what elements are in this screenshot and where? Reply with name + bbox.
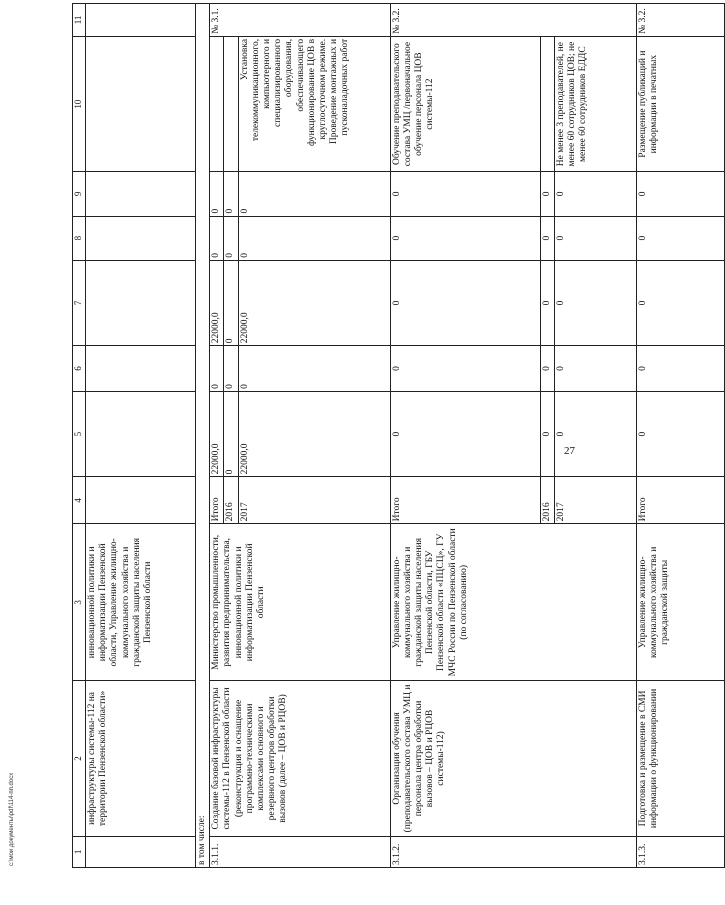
value-cell: 0 <box>390 260 540 346</box>
indicator-cell: Размещение публикаций и информации в печатных <box>636 36 724 171</box>
reference-cell: № 3.2. <box>636 4 724 37</box>
measure-name: Создание базовой инфраструктуры системы-112 в Пензенской области (реконструкция и оснащение программно-техническими комплексами основного и резервного центров обработки вызовов (далее – ЦОВ и РЦОВ) <box>210 681 390 836</box>
year-cell: 2017 <box>238 477 390 524</box>
table-row-continuation <box>86 4 196 868</box>
header-cell: 5 <box>73 391 86 477</box>
value-cell: 0 <box>554 346 636 392</box>
header-cell: 3 <box>73 524 86 681</box>
value-cell: 0 <box>390 391 540 477</box>
indicator-cell: Установка телекоммуникационного, компьютерного и специализированного оборудования, обеспечивающего функционирование ЦОВ в круглосуточном режиме. Проведение монтажных и пусконаладочных работ <box>238 36 390 171</box>
indicator-cell <box>540 36 554 171</box>
indicator-cell: Обучение преподавательского состава УМЦ /первоначальное обучение персонала ЦОВ системы-112 <box>390 36 540 171</box>
indicator-cell <box>210 36 224 171</box>
row-number: 3.1.3. <box>636 836 724 867</box>
header-cell: 2 <box>73 681 86 836</box>
value-cell: 22000,0 <box>238 391 390 477</box>
measure-name: Организация обучения (преподавательского состава УМЦ и персонала центра обработки вызовов – ЦОВ и РЦОВ системы-112) <box>390 681 636 836</box>
executor-cont: инновационной политики и информатизации Пензенской области, Управление жилищно-коммунального хозяйства и гражданской защиты населения Пензенской области <box>86 524 196 681</box>
value-cell: 0 <box>238 346 390 392</box>
table-row <box>390 4 540 868</box>
header-cell: 10 <box>73 36 86 171</box>
program-table <box>72 3 725 868</box>
header-cell: 1 <box>73 836 86 867</box>
header-cell: 6 <box>73 346 86 392</box>
value-cell: 22000,0 <box>210 391 224 477</box>
value-cell: 0 <box>554 216 636 260</box>
header-row <box>73 4 86 868</box>
indicator-cell: Не менее 3 преподавателей, не менее 60 сотрудников ЦОВ; не менее 60 сотрудников ЕДДС <box>554 36 636 171</box>
value-cell: 0 <box>210 346 224 392</box>
value-cell: 0 <box>238 172 390 216</box>
header-cell: 8 <box>73 216 86 260</box>
value-cell: 0 <box>540 216 554 260</box>
year-cell: 2016 <box>540 477 554 524</box>
value-cell: 22000,0 <box>210 260 224 346</box>
table-row-subheader <box>196 4 210 868</box>
executor: Управление жилищно-коммунального хозяйства и гражданской защиты населения Пензенской области, ГБУ Пензенской области «ПЦСЦ», ГУ МЧС России по Пензенской области (по согласованию) <box>390 524 636 681</box>
year-cell: 2017 <box>554 477 636 524</box>
value-cell: 0 <box>540 172 554 216</box>
table-row <box>636 4 724 868</box>
executor: Управление жилищно-коммунального хозяйства и гражданской защиты <box>636 524 724 681</box>
value-cell: 0 <box>390 216 540 260</box>
value-cell: 0 <box>210 172 224 216</box>
value-cell: 22000,0 <box>238 260 390 346</box>
value-cell: 0 <box>224 346 238 392</box>
reference-cell: № 3.1. <box>210 4 390 37</box>
value-cell: 0 <box>636 216 724 260</box>
value-cell: 0 <box>540 391 554 477</box>
year-cell: Итого <box>390 477 540 524</box>
header-cell: 7 <box>73 260 86 346</box>
value-cell: 0 <box>238 216 390 260</box>
header-cell: 4 <box>73 477 86 524</box>
year-cell: 2016 <box>224 477 238 524</box>
value-cell: 0 <box>554 172 636 216</box>
row-number: 3.1.2. <box>390 836 636 867</box>
value-cell: 0 <box>224 260 238 346</box>
value-cell: 0 <box>540 260 554 346</box>
value-cell: 0 <box>390 172 540 216</box>
value-cell: 0 <box>636 391 724 477</box>
reference-cell: № 3.2. <box>390 4 636 37</box>
table-row <box>210 4 224 868</box>
year-cell: Итого <box>636 477 724 524</box>
value-cell: 0 <box>224 172 238 216</box>
header-cell: 11 <box>73 4 86 37</box>
value-cell: 0 <box>554 391 636 477</box>
row-number: 3.1.1. <box>210 836 390 867</box>
in-that-number-label: в том числе: <box>196 4 210 868</box>
value-cell: 0 <box>636 172 724 216</box>
value-cell: 0 <box>540 346 554 392</box>
header-cell: 9 <box>73 172 86 216</box>
value-cell: 0 <box>636 260 724 346</box>
measure-name: Подготовка и размещение в СМИ информации о функционировании <box>636 681 724 836</box>
value-cell: 0 <box>224 391 238 477</box>
year-cell: Итого <box>210 477 224 524</box>
value-cell: 0 <box>210 216 224 260</box>
page-number: 27 <box>564 445 575 457</box>
program-name-cont: инфраструктуры системы-112 на территории Пензенской области» <box>86 681 196 836</box>
executor: Министерство промышленности, развития предпринимательства, инновационной политики и информатизации Пензенской области <box>210 524 390 681</box>
value-cell: 0 <box>636 346 724 392</box>
value-cell: 0 <box>390 346 540 392</box>
indicator-cell <box>224 36 238 171</box>
value-cell: 0 <box>224 216 238 260</box>
value-cell: 0 <box>554 260 636 346</box>
file-path-footer: с:\мои документы\pdf\114-пп.docx <box>9 772 15 866</box>
